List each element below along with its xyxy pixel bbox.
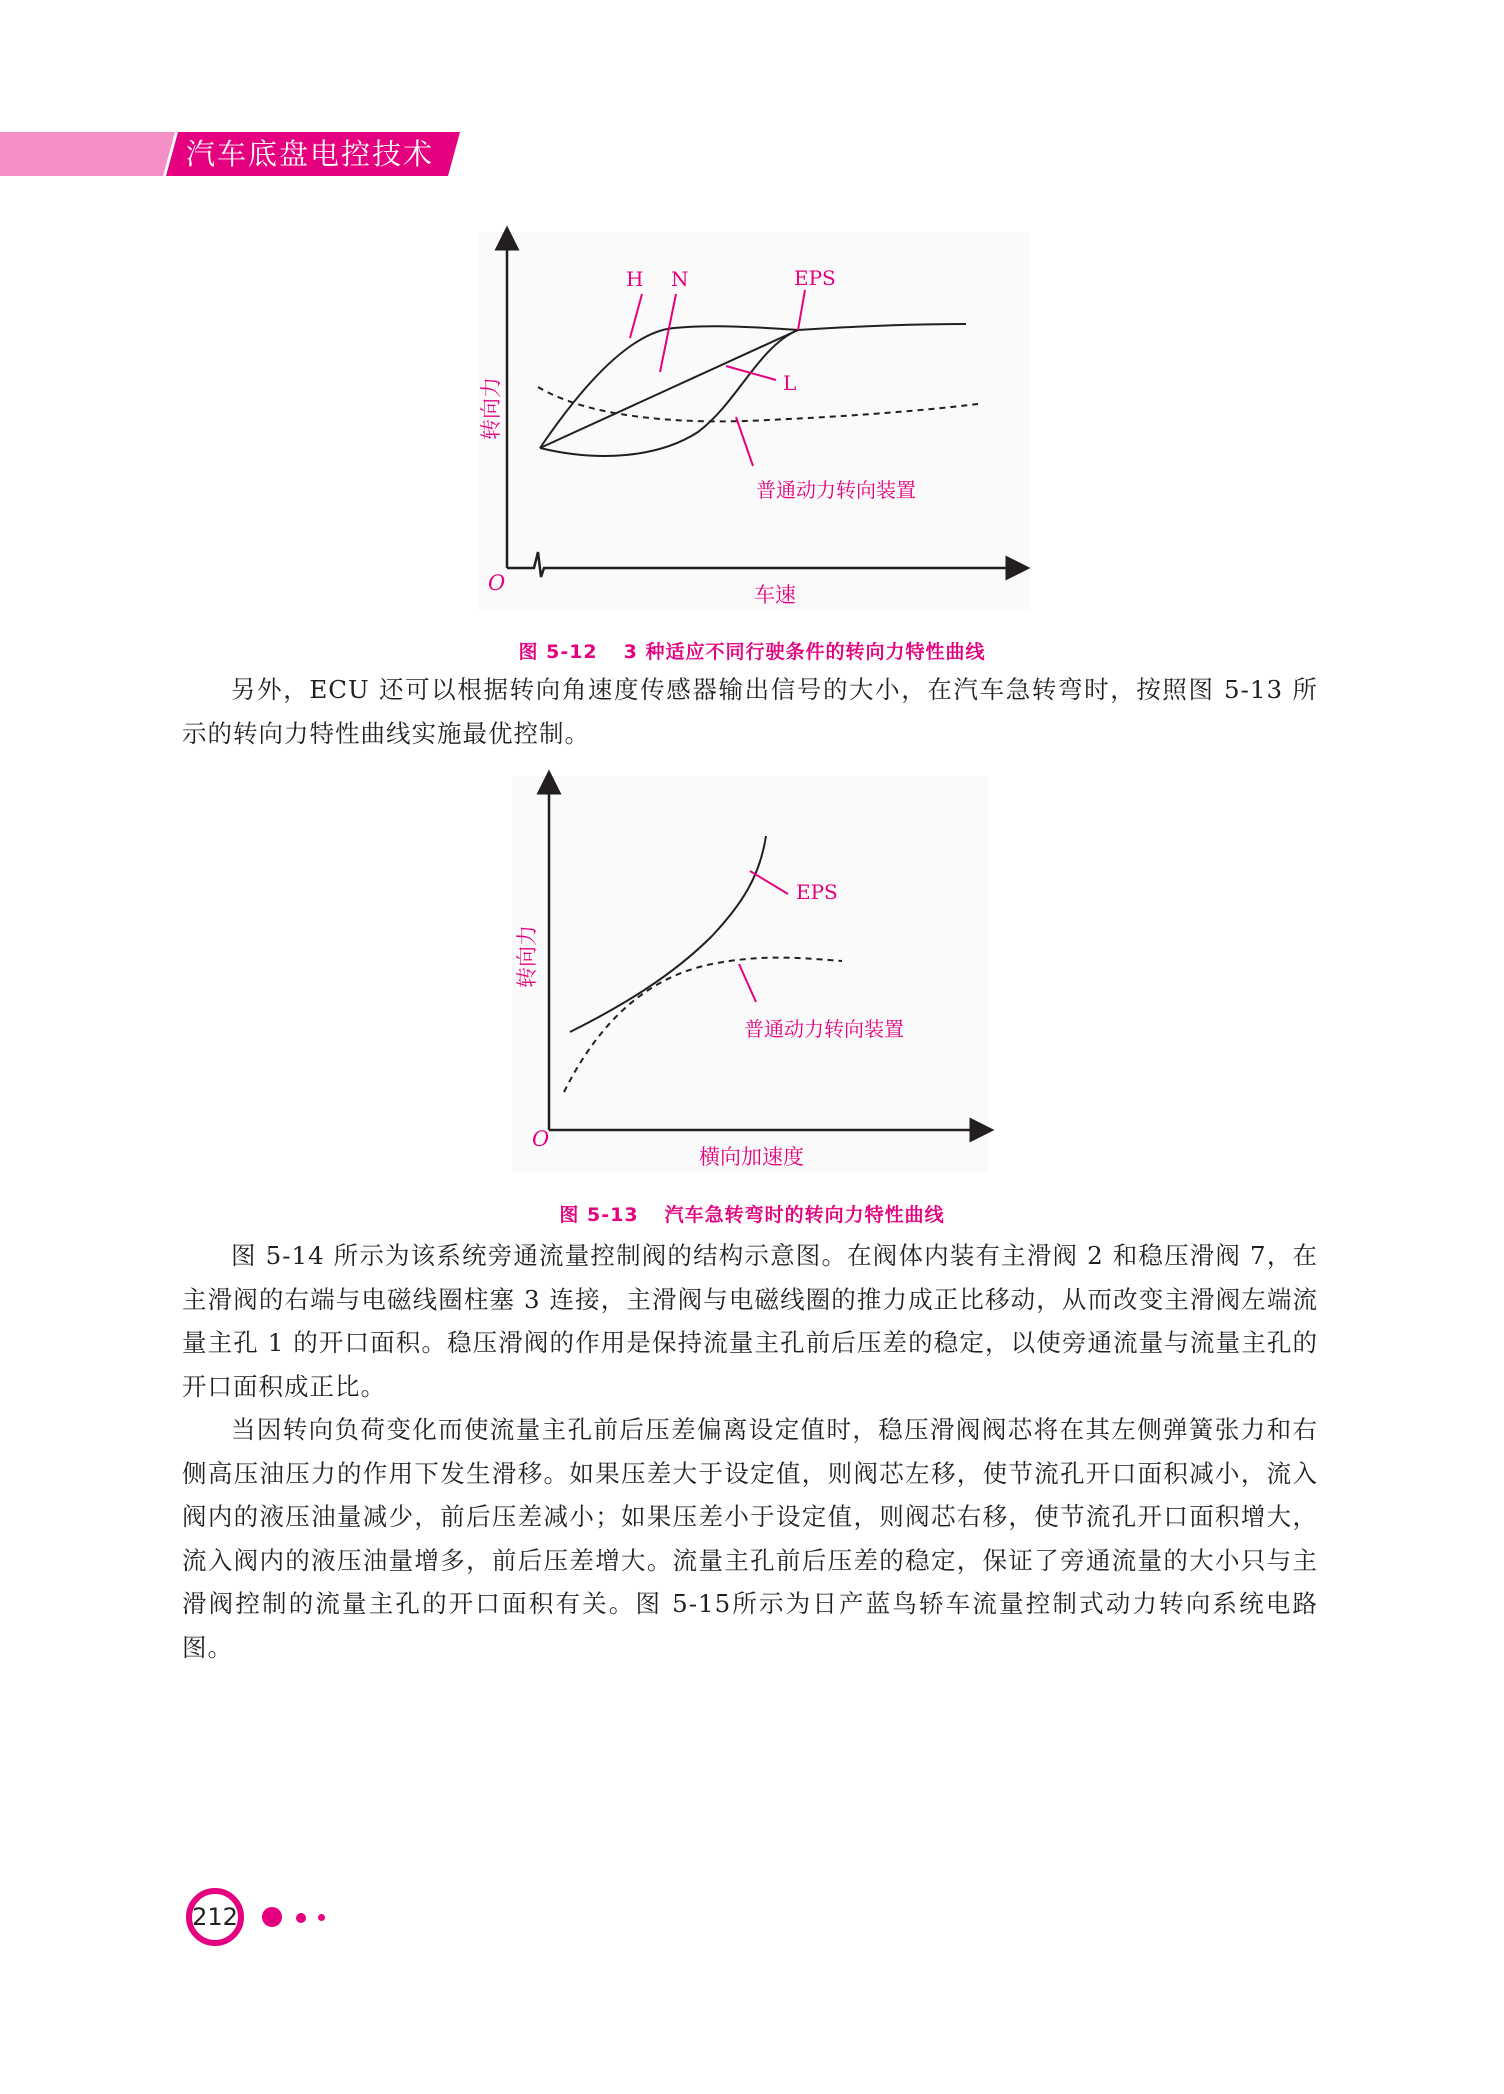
origin-label: O — [488, 571, 506, 595]
figure-5-13 — [512, 776, 988, 1172]
decorative-dot-large — [262, 1907, 282, 1927]
y-axis-label: 转向力 — [479, 377, 503, 440]
x-axis-label: 车速 — [754, 583, 796, 607]
figure-5-12-caption — [0, 637, 1504, 664]
page-number: 212 — [186, 1888, 244, 1946]
curve-n — [540, 330, 798, 448]
curve-conventional — [538, 387, 978, 421]
figure-5-13-caption — [0, 1200, 1504, 1227]
label-conventional: 普通动力转向装置 — [744, 1017, 904, 1041]
label-n: N — [671, 267, 689, 291]
figure-5-12-chart — [478, 232, 1030, 610]
decorative-dot-medium — [296, 1913, 306, 1923]
label-conventional: 普通动力转向装置 — [756, 478, 916, 502]
curve-h — [540, 324, 966, 448]
leader-h — [630, 294, 642, 338]
figure-5-12 — [478, 232, 1030, 610]
paragraph-3: 当因转向负荷变化而使流量主孔前后压差偏离设定值时，稳压滑阀阀芯将在其左侧弹簧张力和右侧高压油压力的作用下发生滑移。如果压差大于设定值，则阀芯左移，使节流孔开口面积减小，流入阀内的液压油量减少，前后压差减小；如果压差小于设定值，则阀芯右移，使节流孔开口面积增大，流入阀内的液压油量增多，前后压差增大。流量主孔前后压差的稳定，保证了旁通流量的大小只与主滑阀控制的流量主孔的开口面积有关。图 5-15所示为日产蓝鸟轿车流量控制式动力转向系统电路图。 — [182, 1415, 1318, 1662]
leader-conventional — [739, 964, 756, 1002]
label-h: H — [626, 267, 644, 291]
decorative-dot-small — [318, 1914, 325, 1921]
curve-l — [540, 330, 798, 456]
x-axis-label: 横向加速度 — [699, 1145, 804, 1169]
caption-number: 图 5-12 — [518, 641, 598, 663]
label-l: L — [783, 371, 797, 395]
origin-label: O — [532, 1127, 550, 1151]
leader-l — [726, 366, 776, 380]
label-eps: EPS — [796, 880, 838, 904]
leader-eps — [798, 290, 805, 330]
caption-number: 图 5-13 — [559, 1204, 639, 1226]
leader-eps — [750, 871, 788, 894]
book-title: 汽车底盘电控技术 — [186, 137, 435, 171]
x-axis — [507, 552, 1018, 577]
curve-eps — [570, 836, 766, 1032]
leader-conventional — [736, 417, 753, 466]
paragraph-1: 另外，ECU 还可以根据转向角速度传感器输出信号的大小，在汽车急转弯时，按照图 5-13 所示的转向力特性曲线实施最优控制。 — [182, 675, 1318, 748]
y-axis-label: 转向力 — [515, 925, 539, 988]
paragraph-2: 图 5-14 所示为该系统旁通流量控制阀的结构示意图。在阀体内装有主滑阀 2 和稳压滑阀 7，在主滑阀的右端与电磁线圈柱塞 3 连接，主滑阀与电磁线圈的推力成正比移动，从而改变主滑阀左端流量主孔 1 的开口面积。稳压滑阀的作用是保持流量主孔前后压差的稳定，以使旁通流量与流量主孔的开口面积成正比。 — [182, 1241, 1318, 1401]
caption-text: 汽车急转弯时的转向力特性曲线 — [664, 1204, 945, 1226]
leader-n — [660, 294, 676, 372]
caption-text: 3 种适应不同行驶条件的转向力特性曲线 — [623, 641, 986, 663]
label-eps: EPS — [794, 266, 836, 290]
figure-5-13-chart — [512, 776, 988, 1172]
